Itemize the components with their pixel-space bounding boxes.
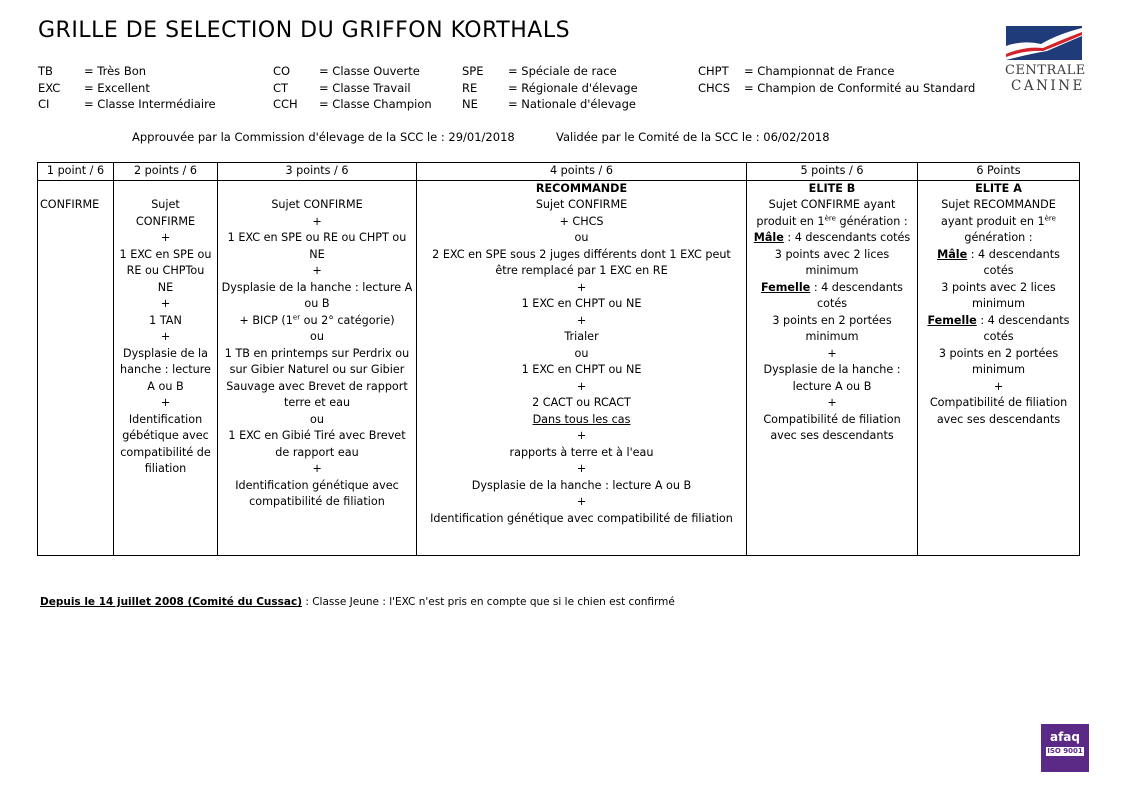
abbr-value: = Très Bon	[84, 64, 147, 78]
abbr-key: CHCS	[698, 80, 731, 95]
abbr-key: NE	[462, 97, 478, 111]
cell-line: 1 EXC en CHPT ou NE	[521, 363, 642, 376]
cell-line: +	[576, 280, 587, 294]
cell-line: 1 EXC en SPE ou RE ou CHPT ou	[227, 231, 407, 244]
cell-line: 3 points en 2 portées	[938, 346, 1059, 360]
cell-line	[749, 230, 915, 247]
cell-line: A ou B	[147, 379, 184, 393]
superscript: er	[292, 312, 301, 321]
cell-line: Sujet CONFIRME	[271, 198, 363, 211]
abbr-key: CHPT	[698, 64, 729, 78]
cell-line: avec ses descendants	[770, 429, 894, 442]
header-2-points: 2 points / 6	[114, 163, 218, 181]
table-subheader-row	[38, 180, 1080, 197]
cell-line: + CHCS	[559, 214, 604, 228]
cell-line: CONFIRME	[40, 198, 100, 211]
abbr-key: CO	[273, 64, 291, 78]
cell-line: Sujet	[151, 198, 180, 211]
cell-line: Identification génétique avec	[235, 478, 399, 492]
cell-line: 1 EXC en SPE ou	[119, 247, 212, 261]
cell-line: compatibilité de filiation	[249, 495, 385, 508]
logo-dog-icon	[1003, 24, 1085, 62]
abbr-value: = Classe Intermédiaire	[84, 97, 216, 111]
superscript: ère	[1044, 213, 1056, 222]
cell-line	[920, 214, 1077, 231]
cell-line: cotés	[816, 297, 848, 310]
table-criteria-row	[38, 197, 1080, 556]
abbr-key: RE	[462, 80, 478, 95]
header-6-points: 6 Points	[918, 163, 1080, 181]
cell-line: ou	[310, 330, 324, 343]
cell-line: minimum	[805, 264, 859, 277]
cell-line: 1 EXC en CHPT ou NE	[521, 297, 642, 310]
subheader-empty	[38, 180, 114, 197]
cell-line: génération :	[964, 231, 1033, 244]
subheader-elite-a: ELITE A	[918, 180, 1080, 197]
cell-line: NE	[309, 247, 325, 261]
cell-line: +	[993, 379, 1004, 393]
cell-line	[920, 247, 1077, 264]
cell-line: +	[312, 462, 322, 475]
header-3-points: 3 points / 6	[218, 163, 417, 181]
footnote-label: Depuis le 14 juillet 2008 (Comité du Cussac)	[40, 596, 303, 608]
subheader-elite-b: ELITE B	[747, 180, 918, 197]
abbr-column-4	[698, 63, 975, 96]
abbr-key: CT	[273, 80, 289, 95]
abbr-value: = Spéciale de race	[508, 64, 617, 78]
cell-line: hanche : lecture	[120, 363, 211, 376]
cell-line: gébétique avec	[122, 429, 209, 442]
cell-line: Dysplasie de la	[122, 346, 208, 360]
cell-line: minimum	[971, 363, 1026, 376]
cell-line: +	[160, 330, 171, 343]
abbr-value: = Classe Travail	[319, 80, 411, 95]
cell-line: Sauvage avec Brevet de rapport	[226, 379, 408, 393]
cell-line: sur Gibier Naturel ou sur Gibier	[229, 363, 405, 376]
criteria-3-points	[218, 197, 417, 556]
afaq-iso-text: ISO 9001	[1047, 747, 1083, 755]
cell-line: Trialer	[564, 330, 599, 343]
female-label: Femelle	[927, 313, 977, 327]
cell-line: compatibilité de	[120, 445, 211, 459]
male-label: Mâle	[937, 247, 968, 261]
cell-line	[220, 313, 414, 330]
text-fragment: : 4 descendants	[980, 313, 1070, 327]
abbr-key: CI	[38, 97, 50, 111]
cell-line: +	[576, 313, 587, 327]
cell-line: ou B	[304, 297, 330, 310]
text-fragment: génération :	[835, 214, 908, 228]
cell-line: 3 points en 2 portées	[772, 313, 892, 327]
logo-text-canine: CANINE	[1011, 78, 1085, 94]
approval-date: Approuvée par la Commission d'élevage de la SCC le : 29/01/2018	[132, 130, 515, 144]
header-1-point: 1 point / 6	[38, 163, 114, 181]
abbr-key: SPE	[462, 64, 484, 78]
subheader-empty	[218, 180, 417, 197]
cell-line: Dysplasie de la hanche :	[763, 363, 901, 376]
abbr-value: = Championnat de France	[744, 64, 895, 78]
abbr-value: = Excellent	[84, 80, 150, 95]
afaq-iso-logo	[1041, 724, 1089, 772]
cell-line: cotés	[983, 264, 1014, 277]
abbr-column-3	[462, 63, 638, 113]
cell-line: filiation	[144, 462, 187, 475]
superscript: ère	[824, 213, 836, 222]
cell-line: Dysplasie de la hanche : lecture A	[221, 280, 413, 294]
cell-line: +	[827, 396, 837, 409]
cell-line: avec ses descendants	[936, 412, 1061, 426]
cell-line: cotés	[983, 330, 1014, 343]
text-fragment: : 4 descendants	[813, 280, 904, 294]
cell-line: RE ou CHPTou	[126, 264, 205, 277]
cell-line: 1 TB en printemps sur Perdrix ou	[224, 346, 410, 360]
female-label: Femelle	[760, 280, 811, 294]
cell-line: CONFIRME	[135, 214, 196, 228]
selection-grid-table	[37, 162, 1080, 556]
text-fragment: : 4 descendants cotés	[787, 231, 911, 244]
cell-line: Dysplasie de la hanche : lecture A ou B	[471, 478, 692, 492]
cell-line: Sujet RECOMMANDE	[941, 198, 1056, 211]
cell-line: 3 points avec 2 lices	[941, 280, 1056, 294]
text-fragment: + BICP (1	[239, 313, 293, 327]
cell-line: Identification	[128, 412, 203, 426]
cell-line: +	[576, 495, 587, 508]
abbr-value: = Nationale d'élevage	[508, 97, 636, 111]
cell-line: Sujet CONFIRME	[535, 198, 628, 211]
cell-line: Compatibilité de filiation	[763, 412, 901, 426]
centrale-canine-logo	[1003, 24, 1085, 96]
cell-line: 1 TAN	[149, 313, 182, 327]
cell-line: +	[576, 379, 587, 393]
abbr-value: = Régionale d'élevage	[508, 80, 638, 95]
cell-line: Identification génétique avec compatibilité de filiation	[430, 511, 733, 525]
cell-line: terre et eau	[283, 396, 351, 409]
header-5-points: 5 points / 6	[747, 163, 918, 181]
footnote-text: : Classe Jeune : l'EXC n'est pris en compte que si le chien est confirmé	[302, 596, 675, 608]
afaq-text: afaq	[1049, 730, 1080, 744]
cell-line	[920, 313, 1077, 330]
criteria-2-points	[114, 197, 218, 556]
cell-line: 2 CACT ou RCACT	[532, 396, 631, 409]
abbr-value: = Classe Champion	[319, 97, 432, 111]
cell-line: +	[312, 264, 322, 277]
cell-line: de rapport eau	[275, 445, 359, 459]
cell-line: +	[160, 231, 171, 244]
cell-line-underlined: Dans tous les cas	[532, 412, 631, 426]
criteria-5-points	[747, 197, 918, 556]
text-fragment: ayant produit en 1	[941, 214, 1045, 228]
cell-line: Sujet CONFIRME ayant	[768, 198, 896, 211]
abbr-key: EXC	[38, 80, 61, 95]
table-header-row	[38, 163, 1080, 181]
cell-line: +	[160, 396, 171, 409]
subheader-empty	[114, 180, 218, 197]
cell-line: NE	[157, 280, 174, 294]
cell-line: être remplacé par 1 EXC en RE	[495, 264, 668, 277]
abbr-value: = Champion de Conformité au Standard	[744, 80, 976, 95]
cell-line	[749, 214, 915, 231]
page-title: GRILLE DE SELECTION DU GRIFFON KORTHALS	[38, 18, 571, 43]
male-label: Mâle	[753, 231, 784, 244]
abbr-value: = Classe Ouverte	[319, 64, 420, 78]
cell-line: rapports à terre et à l'eau	[509, 445, 654, 459]
cell-line: minimum	[805, 330, 859, 343]
subheader-recommande: RECOMMANDE	[417, 180, 747, 197]
text-fragment: ou 2° catégorie)	[300, 313, 395, 327]
cell-line: ou	[310, 412, 324, 426]
header-4-points: 4 points / 6	[417, 163, 747, 181]
text-fragment: : 4 descendants	[970, 247, 1060, 261]
abbr-key: TB	[38, 64, 53, 78]
cell-line: 3 points avec 2 lices	[774, 247, 890, 261]
cell-line: +	[160, 297, 171, 310]
cell-line: ou	[574, 346, 589, 360]
text-fragment: produit en 1	[756, 214, 825, 228]
criteria-4-points	[417, 197, 747, 556]
abbr-column-2	[273, 63, 432, 113]
criteria-6-points	[918, 197, 1080, 556]
abbr-column-1	[38, 63, 216, 113]
validation-date: Validée par le Comité de la SCC le : 06/02/2018	[556, 130, 830, 144]
cell-line: +	[312, 214, 322, 228]
cell-line: minimum	[971, 297, 1026, 310]
cell-line: 2 EXC en SPE sous 2 juges différents dont 1 EXC peut	[432, 247, 731, 261]
logo-text-centrale: CENTRALE	[1005, 63, 1086, 78]
cell-line: +	[827, 346, 837, 360]
cell-line: +	[576, 429, 587, 442]
cell-line: ou	[574, 231, 589, 244]
cell-line: +	[576, 462, 587, 475]
cell-line: lecture A ou B	[792, 379, 872, 393]
footnote	[40, 596, 675, 608]
cell-line	[749, 280, 915, 297]
criteria-1-point	[38, 197, 114, 556]
cell-line: Compatibilité de filiation	[929, 396, 1068, 409]
abbr-key: CCH	[273, 97, 298, 111]
cell-line: 1 EXC en Gibié Tiré avec Brevet	[228, 429, 406, 442]
